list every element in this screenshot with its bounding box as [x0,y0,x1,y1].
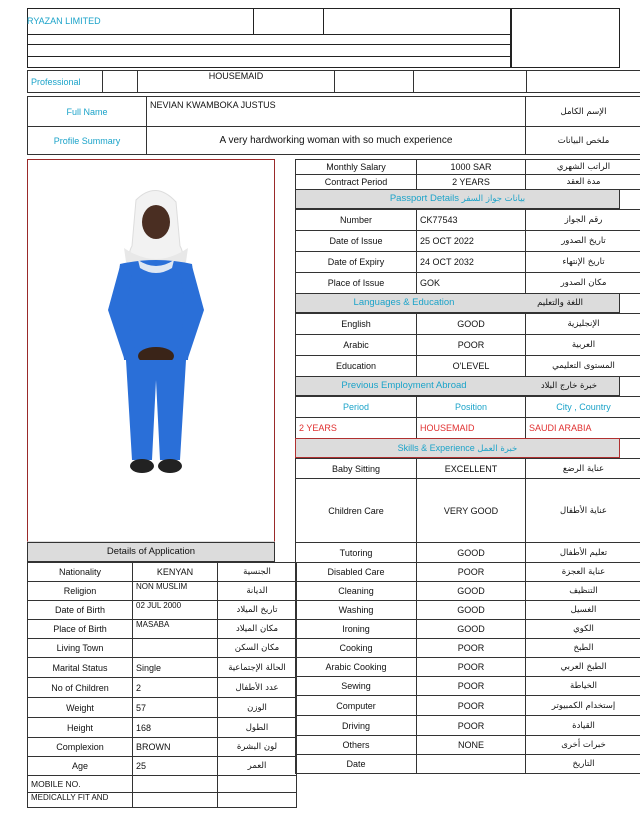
application-row-label-ar: الجنسية [218,563,297,582]
application-row-label: Complexion [28,738,133,757]
employment-col-city: City , Country [526,397,640,418]
skill-row-label: Disabled Care [296,563,417,582]
language-row-value: GOOD [417,314,526,335]
languages-header-ar: اللغة والتعليم [537,298,583,308]
skill-row-label-ar: إستخدام الكمبيوتر [526,696,640,716]
passport-row-label-ar: مكان الصدور [526,273,640,294]
application-row-value: 2 [133,678,218,698]
skill-row-value: EXCELLENT [417,459,526,479]
skills-header [295,438,620,458]
application-row-value: MASABA [133,620,218,639]
skill-row-label: Driving [296,716,417,736]
skill-row-value [417,755,526,774]
skill-row-label: Washing [296,601,417,620]
passport-row-label: Date of Expiry [296,252,417,273]
skill-row-label-ar: الطبخ العربي [526,658,640,677]
skill-row-label-ar: الطبخ [526,639,640,658]
skill-row-label: Tutoring [296,543,417,563]
skill-row-value: VERY GOOD [417,479,526,543]
application-row-label-ar: الحالة الإجتماعية [218,658,297,678]
skill-row-label: Cleaning [296,582,417,601]
application-row-label: Marital Status [28,658,133,678]
application-row-label-ar: مكان الميلاد [218,620,297,639]
skill-row-label-ar: الكوي [526,620,640,639]
language-row-label: Education [296,356,417,377]
passport-row-value: 24 OCT 2032 [417,252,526,273]
skill-row-label-ar: الخياطة [526,677,640,696]
professional-label: Professional [28,71,103,93]
header-right-box [511,8,620,68]
application-row-value: KENYAN [133,563,218,582]
application-row-label: Living Town [28,639,133,658]
application-row-label: Date of Birth [28,601,133,620]
full-name-value: NEVIAN KWAMBOKA JUSTUS [147,97,526,127]
application-row-label: Nationality [28,563,133,582]
passport-row-label: Date of Issue [296,231,417,252]
contract-label-ar: مدة العقد [526,175,640,190]
skill-row-label: Computer [296,696,417,716]
passport-table [295,209,640,294]
skill-row-value: POOR [417,563,526,582]
skill-row-value: GOOD [417,620,526,639]
application-row-label: Height [28,718,133,738]
skill-row-label-ar: عناية الأطفال [526,479,640,543]
skills-table [295,458,640,774]
language-row-label: English [296,314,417,335]
language-row-label-ar: المستوى التعليمي [526,356,640,377]
application-row-value: Single [133,658,218,678]
languages-table [295,313,640,377]
passport-row-value: GOK [417,273,526,294]
passport-row-value: CK77543 [417,210,526,231]
skill-row-label: Baby Sitting [296,459,417,479]
passport-row-value: 25 OCT 2022 [417,231,526,252]
employment-position: HOUSEMAID [417,418,526,439]
application-row-label: Religion [28,582,133,601]
application-row-value: NON MUSLIM [133,582,218,601]
full-name-label-ar: الإسم الكامل [526,97,640,127]
application-row-value: 57 [133,698,218,718]
languages-header [295,293,620,313]
skill-row-value: POOR [417,639,526,658]
application-table [27,562,297,808]
skill-row-label: Children Care [296,479,417,543]
application-row-label-ar: الوزن [218,698,297,718]
skill-row-label-ar: عناية الرضع [526,459,640,479]
salary-label: Monthly Salary [296,160,417,175]
application-row-label: No of Children [28,678,133,698]
salary-label-ar: الراتب الشهري [526,160,640,175]
skill-row-label: Others [296,736,417,755]
language-row-label-ar: العربية [526,335,640,356]
passport-row-label-ar: تاريخ الإنتهاء [526,252,640,273]
language-row-value: O'LEVEL [417,356,526,377]
application-row-label: Place of Birth [28,620,133,639]
passport-row-label: Place of Issue [296,273,417,294]
application-row-value [133,639,218,658]
profile-summary-label-ar: ملخص البيانات [526,127,640,155]
medical-label: MEDICALLY FIT AND [28,793,133,808]
employment-header [295,376,620,396]
application-row-label-ar: تاريخ الميلاد [218,601,297,620]
skill-row-value: GOOD [417,601,526,620]
contract-label: Contract Period [296,175,417,190]
professional-row [27,70,640,93]
application-row-label-ar: مكان السكن [218,639,297,658]
employment-country: SAUDI ARABIA [526,418,640,439]
photo-frame [27,159,275,542]
passport-row-label-ar: رقم الجواز [526,210,640,231]
employment-table [295,396,640,439]
application-row-label-ar: العمر [218,757,297,776]
application-row-label-ar: الطول [218,718,297,738]
application-row-value: BROWN [133,738,218,757]
skill-row-value: POOR [417,696,526,716]
passport-header [295,189,620,209]
language-row-label-ar: الإنجليزية [526,314,640,335]
company-name: RYAZAN LIMITED [27,16,101,26]
skill-row-label: Cooking [296,639,417,658]
skill-row-label-ar: القيادة [526,716,640,736]
skill-row-value: POOR [417,716,526,736]
skill-row-label: Arabic Cooking [296,658,417,677]
application-row-value: 02 JUL 2000 [133,601,218,620]
passport-row-label-ar: تاريخ الصدور [526,231,640,252]
skills-header-text: Skills & Experience [397,443,475,453]
contract-value: 2 YEARS [417,175,526,190]
application-header [27,542,275,562]
profile-summary-label: Profile Summary [28,127,147,155]
application-row-label-ar: الديانة [218,582,297,601]
employment-header-text: Previous Employment Abroad [341,380,467,391]
skill-row-label-ar: التنظيف [526,582,640,601]
applicant-photo [28,160,274,540]
application-row-value: 25 [133,757,218,776]
salary-table [295,159,640,190]
application-row-label-ar: لون البشرة [218,738,297,757]
employment-col-position: Position [417,397,526,418]
skill-row-label-ar: الغسيل [526,601,640,620]
skill-row-label-ar: التاريخ [526,755,640,774]
full-name-label: Full Name [28,97,147,127]
application-row-label-ar: عدد الأطفال [218,678,297,698]
application-row-value: 168 [133,718,218,738]
profile-summary-value: A very hardworking woman with so much experience [147,127,526,155]
skill-row-value: POOR [417,658,526,677]
application-header-text: Details of Application [106,546,196,557]
skill-row-label-ar: عناية العجزة [526,563,640,582]
skills-header-ar: خبرة العمل [477,444,518,454]
mobile-label: MOBILE NO. [28,776,133,793]
skill-row-label-ar: خبرات أخرى [526,736,640,755]
identity-table [27,96,640,155]
language-row-label: Arabic [296,335,417,356]
skill-row-value: GOOD [417,582,526,601]
skill-row-value: NONE [417,736,526,755]
skill-row-label: Date [296,755,417,774]
skill-row-label: Ironing [296,620,417,639]
skill-row-value: GOOD [417,543,526,563]
employment-header-ar: خبرة خارج البلاد [540,381,597,391]
passport-header-text: Passport Details [389,193,459,204]
professional-value: HOUSEMAID [138,71,335,93]
application-row-label: Weight [28,698,133,718]
skill-row-label-ar: تعليم الأطفال [526,543,640,563]
languages-header-text: Languages & Education [353,297,455,308]
skill-row-value: POOR [417,677,526,696]
passport-header-ar: بيانات جواز السفر [461,194,526,204]
employment-col-period: Period [296,397,417,418]
application-row-label: Age [28,757,133,776]
language-row-value: POOR [417,335,526,356]
salary-value: 1000 SAR [417,160,526,175]
passport-row-label: Number [296,210,417,231]
skill-row-label: Sewing [296,677,417,696]
employment-period: 2 YEARS [296,418,417,439]
